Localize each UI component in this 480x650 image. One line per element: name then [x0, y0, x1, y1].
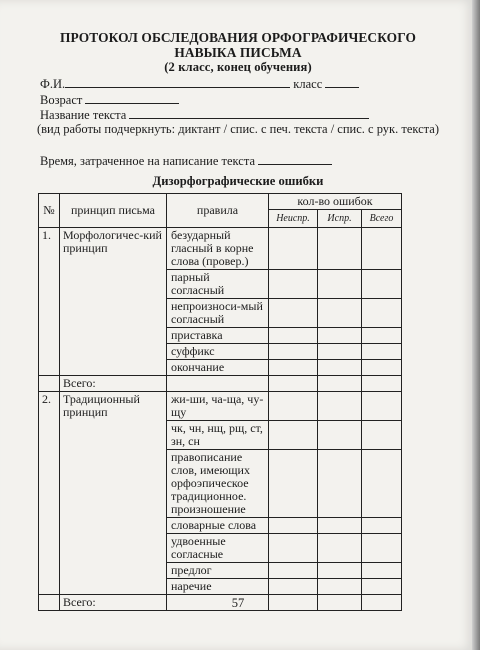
uncorrected-cell[interactable]: [269, 376, 318, 392]
corrected-cell[interactable]: [318, 450, 362, 518]
rule-cell: суффикс: [167, 344, 269, 360]
time-label: Время, затраченное на написание текста: [40, 154, 256, 168]
uncorrected-cell[interactable]: [269, 270, 318, 299]
corrected-cell[interactable]: [318, 299, 362, 328]
rule-cell: наречие: [167, 579, 269, 595]
book-edge: [472, 0, 480, 650]
uncorrected-cell[interactable]: [269, 534, 318, 563]
rule-cell: окончание: [167, 360, 269, 376]
total-cell[interactable]: [362, 344, 402, 360]
section-title: Дизорфографические ошибки: [152, 174, 324, 188]
header-num: №: [39, 194, 60, 228]
rule-cell: правописание слов, имеющих орфоэпическое традиционное. произношение: [167, 450, 269, 518]
age-row: [40, 92, 179, 108]
total-cell[interactable]: [362, 421, 402, 450]
rule-cell: парный согласный: [167, 270, 269, 299]
total-cell[interactable]: [362, 376, 402, 392]
principle-name: Традиционный принцип: [60, 392, 167, 595]
table-row: [39, 228, 402, 270]
fio-row: [40, 76, 359, 92]
rule-cell: предлог: [167, 563, 269, 579]
total-cell[interactable]: [362, 534, 402, 563]
corrected-cell[interactable]: [318, 376, 362, 392]
total-cell[interactable]: [362, 360, 402, 376]
rule-cell: жи-ши, ча-ща, чу-щу: [167, 392, 269, 421]
fio-label: Ф.И.: [40, 77, 66, 91]
age-blank[interactable]: [85, 92, 179, 104]
corrected-cell[interactable]: [318, 228, 362, 270]
rule-cell: удвоенные согласные: [167, 534, 269, 563]
corrected-cell[interactable]: [318, 270, 362, 299]
total-cell[interactable]: [362, 563, 402, 579]
header-uncorrected: Неиспр.: [269, 210, 318, 228]
header-total: Всего: [362, 210, 402, 228]
corrected-cell[interactable]: [318, 579, 362, 595]
total-cell[interactable]: [362, 270, 402, 299]
group-number: 2.: [39, 392, 60, 595]
corrected-cell[interactable]: [318, 518, 362, 534]
corrected-cell[interactable]: [318, 421, 362, 450]
age-label: Возраст: [40, 93, 83, 107]
total-label: Всего:: [60, 595, 167, 611]
total-cell[interactable]: [362, 518, 402, 534]
principle-name: Морфологичес-кий принцип: [60, 228, 167, 376]
corrected-cell[interactable]: [318, 360, 362, 376]
uncorrected-cell[interactable]: [269, 518, 318, 534]
uncorrected-cell[interactable]: [269, 392, 318, 421]
work-type-note: (вид работы подчеркнуть: диктант / спис. с печ. текста / спис. с рук. текста): [36, 122, 440, 136]
uncorrected-cell[interactable]: [269, 421, 318, 450]
text-name-label: Название текста: [40, 108, 127, 122]
page-number: 57: [231, 596, 245, 610]
time-row: [40, 153, 332, 169]
corrected-cell[interactable]: [318, 534, 362, 563]
header-rules: правила: [167, 194, 269, 228]
total-cell[interactable]: [362, 579, 402, 595]
uncorrected-cell[interactable]: [269, 328, 318, 344]
total-cell[interactable]: [362, 450, 402, 518]
table-row: [39, 392, 402, 421]
total-row: [39, 376, 402, 392]
group-number: 1.: [39, 228, 60, 376]
total-cell[interactable]: [362, 328, 402, 344]
rule-cell: безударный гласный в корне слова (провер.): [167, 228, 269, 270]
uncorrected-cell[interactable]: [269, 450, 318, 518]
corrected-cell[interactable]: [318, 344, 362, 360]
text-name-blank[interactable]: [129, 107, 369, 119]
protocol-title: ПРОТОКОЛ ОБСЛЕДОВАНИЯ ОРФОГРАФИЧЕСКОГО: [59, 30, 416, 45]
total-row-num: [39, 376, 60, 392]
fio-blank[interactable]: [65, 76, 290, 88]
header-principle: принцип письма: [60, 194, 167, 228]
total-cell[interactable]: [362, 299, 402, 328]
uncorrected-cell[interactable]: [269, 579, 318, 595]
rule-cell: словарные слова: [167, 518, 269, 534]
total-row-rule: [167, 376, 269, 392]
corrected-cell[interactable]: [318, 392, 362, 421]
errors-table: [38, 193, 402, 611]
class-label: класс: [293, 77, 323, 91]
protocol-title-line2: НАВЫКА ПИСЬМА: [174, 45, 302, 60]
rule-cell: непроизноси-мый согласный: [167, 299, 269, 328]
class-blank[interactable]: [325, 76, 359, 88]
corrected-cell[interactable]: [318, 563, 362, 579]
uncorrected-cell[interactable]: [269, 360, 318, 376]
uncorrected-cell[interactable]: [269, 344, 318, 360]
rule-cell: приставка: [167, 328, 269, 344]
uncorrected-cell[interactable]: [269, 299, 318, 328]
header-error-count: кол-во ошибок: [269, 194, 402, 210]
time-blank[interactable]: [258, 153, 332, 165]
header-corrected: Испр.: [318, 210, 362, 228]
protocol-subtitle: (2 класс, конец обучения): [164, 60, 312, 74]
rule-cell: чк, чн, нщ, рщ, ст, зн, сн: [167, 421, 269, 450]
text-name-row: [40, 107, 369, 123]
total-label: Всего:: [60, 376, 167, 392]
total-cell[interactable]: [362, 228, 402, 270]
corrected-cell[interactable]: [318, 328, 362, 344]
uncorrected-cell[interactable]: [269, 563, 318, 579]
total-cell[interactable]: [362, 392, 402, 421]
uncorrected-cell[interactable]: [269, 228, 318, 270]
